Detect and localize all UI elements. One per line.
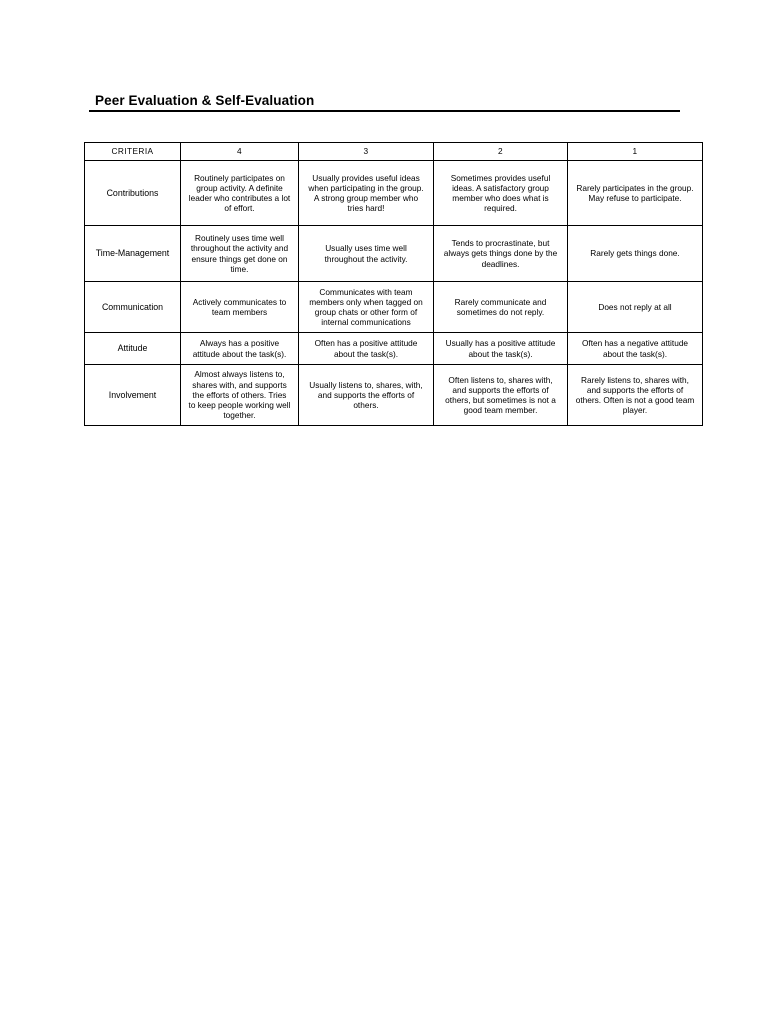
criterion-time-management: Time-Management xyxy=(85,226,181,282)
page-title: Peer Evaluation & Self-Evaluation xyxy=(95,93,315,108)
table-cell: Often listens to, shares with, and supports the efforts of others, but sometimes is not a good team member. xyxy=(434,365,568,426)
header-criteria: CRITERIA xyxy=(85,143,181,161)
criterion-involvement: Involvement xyxy=(85,365,181,426)
table-cell: Often has a positive attitude about the task(s). xyxy=(299,333,434,365)
header-score-4: 4 xyxy=(181,143,299,161)
table-cell: Routinely participates on group activity. A definite leader who contributes a lot of effort. xyxy=(181,161,299,226)
header-score-1: 1 xyxy=(568,143,703,161)
table-cell: Often has a negative attitude about the task(s). xyxy=(568,333,703,365)
table-cell: Does not reply at all xyxy=(568,282,703,333)
criterion-contributions: Contributions xyxy=(85,161,181,226)
table-cell: Usually provides useful ideas when participating in the group. A strong group member who tries hard! xyxy=(299,161,434,226)
table-cell: Sometimes provides useful ideas. A satisfactory group member who does what is required. xyxy=(434,161,568,226)
table-cell: Always has a positive attitude about the task(s). xyxy=(181,333,299,365)
table-row xyxy=(85,226,703,282)
criterion-attitude: Attitude xyxy=(85,333,181,365)
table-cell: Actively communicates to team members xyxy=(181,282,299,333)
table-cell: Communicates with team members only when tagged on group chats or other form of internal communications xyxy=(299,282,434,333)
table-cell: Routinely uses time well throughout the activity and ensure things get done on time. xyxy=(181,226,299,282)
table-row xyxy=(85,282,703,333)
table-cell: Rarely communicate and sometimes do not reply. xyxy=(434,282,568,333)
header-score-3: 3 xyxy=(299,143,434,161)
table-header-row xyxy=(85,143,703,161)
rubric-table xyxy=(84,142,703,426)
table-cell: Usually listens to, shares, with, and supports the efforts of others. xyxy=(299,365,434,426)
title-underline xyxy=(89,110,680,112)
table-cell: Tends to procrastinate, but always gets things done by the deadlines. xyxy=(434,226,568,282)
table-row xyxy=(85,333,703,365)
criterion-communication: Communication xyxy=(85,282,181,333)
header-score-2: 2 xyxy=(434,143,568,161)
table-cell: Rarely gets things done. xyxy=(568,226,703,282)
table-cell: Usually uses time well throughout the activity. xyxy=(299,226,434,282)
table-cell: Usually has a positive attitude about the task(s). xyxy=(434,333,568,365)
table-cell: Rarely listens to, shares with, and supports the efforts of others. Often is not a good team player. xyxy=(568,365,703,426)
table-row xyxy=(85,365,703,426)
table-cell: Rarely participates in the group. May refuse to participate. xyxy=(568,161,703,226)
table-row xyxy=(85,161,703,226)
table-cell: Almost always listens to, shares with, and supports the efforts of others. Tries to keep people working well together. xyxy=(181,365,299,426)
